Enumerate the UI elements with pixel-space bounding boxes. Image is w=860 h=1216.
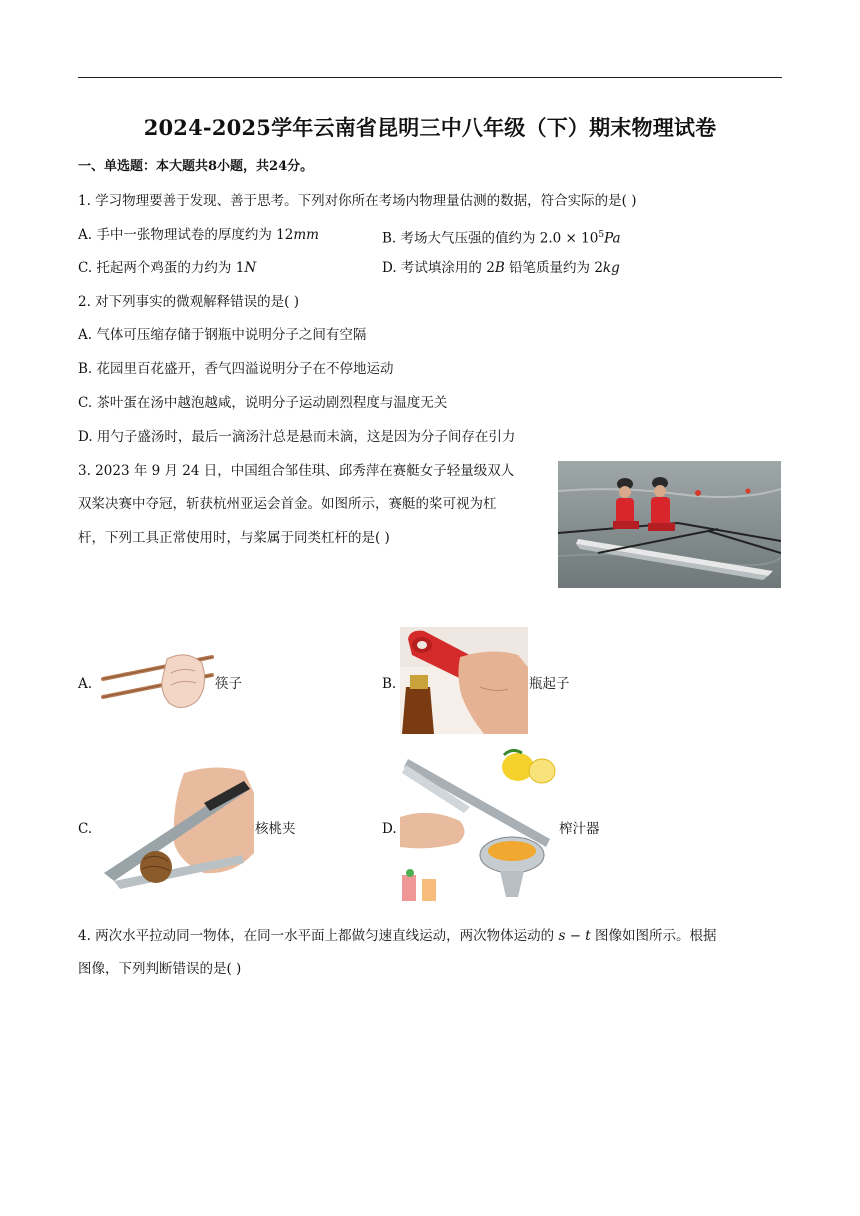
q3-option-c-label: 核桃夹: [255, 821, 296, 837]
q3-option-a-letter: A.: [78, 676, 93, 692]
q2-option-a: A. 气体可压缩存储于钢瓶中说明分子之间有空隔: [78, 327, 367, 343]
bottle-opener-image: [400, 627, 528, 734]
q3-option-a-label: 筷子: [215, 676, 242, 692]
juicer-image: [400, 747, 558, 905]
q1-option-d: D. 考试填涂用的 2B 铅笔质量约为 2kg: [382, 260, 620, 276]
q2-option-b: B. 花园里百花盛开，香气四溢说明分子在不停地运动: [78, 361, 394, 377]
q1-stem: 1. 学习物理要善于发现、善于思考。下列对你所在考场内物理量估测的数据，符合实际的是( ): [78, 193, 637, 209]
q1-option-c: C. 托起两个鸡蛋的力约为 1N: [78, 260, 257, 276]
page-title: 2024-2025学年云南省昆明三中八年级（下）期末物理试卷: [143, 115, 717, 140]
q4-stem-line1: 4. 两次水平拉动同一物体，在同一水平面上都做匀速直线运动，两次物体运动的 s − t 图像如图所示。根据: [78, 928, 717, 944]
rowing-photo: [558, 461, 781, 588]
chopsticks-image: [97, 641, 215, 715]
q3-option-d-letter: D.: [382, 821, 397, 837]
q3-option-d-label: 榨汁器: [559, 821, 600, 837]
q1-option-a: A. 手中一张物理试卷的厚度约为 12mm: [78, 227, 319, 243]
q3-stem-line3: 杆，下列工具正常使用时，与桨属于同类杠杆的是( ): [78, 530, 390, 546]
q1-option-b: B. 考场大气压强的值约为 $2.0 \times 10^5Pa$: [382, 230, 621, 247]
q2-option-d: D. 用勺子盛汤时，最后一滴汤汁总是悬而未滴，这是因为分子间存在引力: [78, 429, 516, 445]
section-heading: 一、单选题：本大题共8小题，共24分。: [78, 159, 314, 174]
q3-option-b-letter: B.: [382, 676, 397, 692]
q2-stem: 2. 对下列事实的微观解释错误的是( ): [78, 294, 299, 310]
header-rule: [78, 77, 782, 78]
q3-stem-line1: 3. 2023 年 9 月 24 日，中国组合邹佳琪、邱秀萍在赛艇女子轻量级双人: [78, 463, 515, 479]
q2-option-c: C. 茶叶蛋在汤中越泡越咸，说明分子运动剧烈程度与温度无关: [78, 395, 448, 411]
nutcracker-image: [94, 763, 254, 894]
q3-option-b-label: 瓶起子: [529, 676, 570, 692]
q4-stem-line2: 图像，下列判断错误的是( ): [78, 961, 242, 977]
q3-stem-line2: 双桨决赛中夺冠，斩获杭州亚运会首金。如图所示，赛艇的桨可视为杠: [78, 496, 497, 512]
q3-option-c-letter: C.: [78, 821, 93, 837]
